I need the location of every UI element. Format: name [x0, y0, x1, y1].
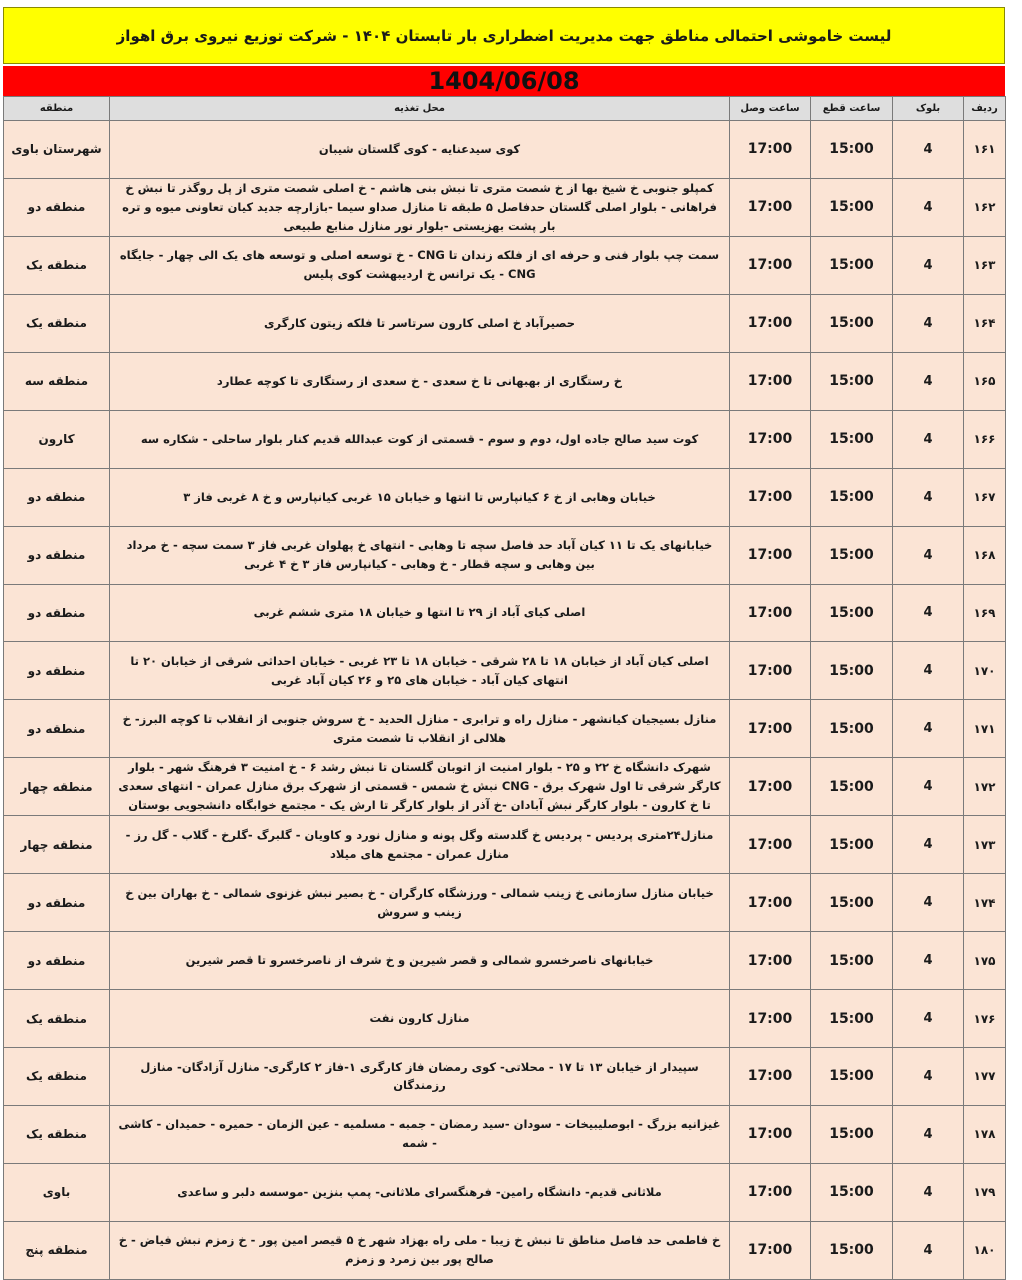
table-row	[4, 236, 1006, 294]
table-header-row	[4, 97, 1006, 121]
table-row	[4, 932, 1006, 990]
block-cell: 4	[893, 121, 964, 179]
table-row	[4, 990, 1006, 1048]
region-cell: منطقه سه	[4, 352, 110, 410]
reconnect-time-cell: 17:00	[730, 352, 811, 410]
row-number-cell: ۱۶۷	[964, 468, 1006, 526]
region-cell: منطقه چهار	[4, 816, 110, 874]
schedule-date: 1404/06/08	[3, 66, 1005, 96]
table-row	[4, 121, 1006, 179]
table-body	[4, 121, 1006, 1280]
cutoff-time-cell: 15:00	[811, 932, 893, 990]
reconnect-time-cell: 17:00	[730, 121, 811, 179]
feeder-location-cell: خیابانهای یک تا ۱۱ کیان آباد حد فاصل سچه تا وهابی - انتهای خ پهلوان غربی فاز ۳ سمت سچه - خ مرداد بین وهابی و سچه قطار - خ وهابی - کیانپارس فاز ۳ خ ۴ غربی	[110, 526, 730, 584]
block-cell: 4	[893, 584, 964, 642]
reconnect-time-cell: 17:00	[730, 294, 811, 352]
cutoff-time-cell: 15:00	[811, 410, 893, 468]
block-cell: 4	[893, 816, 964, 874]
outage-table	[3, 96, 1006, 1280]
table-row	[4, 816, 1006, 874]
block-cell: 4	[893, 642, 964, 700]
cutoff-time-cell: 15:00	[811, 758, 893, 816]
reconnect-time-cell: 17:00	[730, 236, 811, 294]
region-cell: منطقه دو	[4, 584, 110, 642]
table-row	[4, 642, 1006, 700]
feeder-location-cell: منازل۲۴متری پردیس - پردیس خ گلدسته وگل پونه و منازل نورد و کاویان - گلبرگ -گلرخ - گلاب - گل رز - منازل عمران - مجتمع های میلاد	[110, 816, 730, 874]
cutoff-time-cell: 15:00	[811, 468, 893, 526]
reconnect-time-cell: 17:00	[730, 874, 811, 932]
feeder-location-cell: شهرک دانشگاه خ ۲۲ و ۲۵ - بلوار امنیت از اتوبان گلستان تا نبش رشد ۶ - خ امنیت ۳ فرهنگ شهر - بلوار کارگر شرقی تا اول شهرک برق - CNG نبش خ شمس - قسمتی از شهرک برق منازل عمران - انتهای سعدی تا خ کارون - بلوار کارگر نبش آبادان -خ آذر از بلوار کارگر تا ارش یک - مجتمع خوابگاه دانشجویی بوستان	[110, 758, 730, 816]
region-cell: منطقه یک	[4, 1048, 110, 1106]
cutoff-time-cell: 15:00	[811, 816, 893, 874]
table-row	[4, 526, 1006, 584]
row-number-cell: ۱۷۹	[964, 1163, 1006, 1221]
cutoff-time-cell: 15:00	[811, 1048, 893, 1106]
region-cell: منطقه یک	[4, 236, 110, 294]
feeder-location-cell: منازل بسیجیان کیانشهر - منازل راه و ترابری - منازل الحدید - خ سروش جنوبی از انقلاب تا کوچه البرز- خ هلالی از انقلاب تا شصت متری	[110, 700, 730, 758]
block-cell: 4	[893, 700, 964, 758]
reconnect-time-cell: 17:00	[730, 410, 811, 468]
region-cell: منطقه دو	[4, 932, 110, 990]
block-cell: 4	[893, 294, 964, 352]
table-row	[4, 1048, 1006, 1106]
table-row	[4, 410, 1006, 468]
block-cell: 4	[893, 468, 964, 526]
reconnect-time-cell: 17:00	[730, 526, 811, 584]
feeder-location-cell: کوت سید صالح جاده اول، دوم و سوم - قسمتی از کوت عبدالله قدیم کنار بلوار ساحلی - شکاره سه	[110, 410, 730, 468]
cutoff-time-cell: 15:00	[811, 874, 893, 932]
row-number-cell: ۱۶۱	[964, 121, 1006, 179]
block-cell: 4	[893, 236, 964, 294]
row-number-cell: ۱۸۰	[964, 1221, 1006, 1279]
cutoff-time-cell: 15:00	[811, 294, 893, 352]
region-cell: منطقه دو	[4, 642, 110, 700]
cutoff-time-cell: 15:00	[811, 121, 893, 179]
reconnect-time-cell: 17:00	[730, 1163, 811, 1221]
row-number-cell: ۱۷۱	[964, 700, 1006, 758]
reconnect-time-cell: 17:00	[730, 700, 811, 758]
region-cell: کارون	[4, 410, 110, 468]
block-cell: 4	[893, 932, 964, 990]
reconnect-time-cell: 17:00	[730, 1221, 811, 1279]
region-cell: منطقه دو	[4, 468, 110, 526]
feeder-location-cell: کوی سیدعنایه - کوی گلستان شیبان	[110, 121, 730, 179]
region-cell: منطقه یک	[4, 990, 110, 1048]
region-cell: منطقه پنج	[4, 1221, 110, 1279]
table-row	[4, 1221, 1006, 1279]
table-row	[4, 178, 1006, 236]
table-row	[4, 352, 1006, 410]
cutoff-time-cell: 15:00	[811, 990, 893, 1048]
reconnect-time-cell: 17:00	[730, 468, 811, 526]
table-row	[4, 584, 1006, 642]
row-number-cell: ۱۶۶	[964, 410, 1006, 468]
row-number-cell: ۱۷۲	[964, 758, 1006, 816]
cutoff-time-cell: 15:00	[811, 352, 893, 410]
feeder-location-cell: اصلی کیای آباد از ۲۹ تا انتها و خیابان ۱۸ متری ششم غربی	[110, 584, 730, 642]
row-number-cell: ۱۷۶	[964, 990, 1006, 1048]
region-cell: منطقه دو	[4, 700, 110, 758]
feeder-location-cell: خیابانهای ناصرخسرو شمالی و قصر شیرین و خ شرف از ناصرخسرو تا قصر شیرین	[110, 932, 730, 990]
feeder-location-cell: کمپلو جنوبی خ شیخ بها از خ شصت متری تا نبش بنی هاشم - خ اصلی شصت متری از پل روگذر تا نبش خ فراهانی - بلوار اصلی گلستان حدفاصل ۵ طبقه تا منازل صداو سیما -بازارچه جدید کیان تعاونی میوه و تره بار پشت بهزیستی -بلوار نور منازل منابع طبیعی	[110, 178, 730, 236]
region-cell: منطقه دو	[4, 874, 110, 932]
table-row	[4, 874, 1006, 932]
region-cell: منطقه چهار	[4, 758, 110, 816]
row-number-cell: ۱۶۲	[964, 178, 1006, 236]
reconnect-time-cell: 17:00	[730, 584, 811, 642]
column-header-feeder: محل تغذیه	[110, 97, 730, 121]
cutoff-time-cell: 15:00	[811, 1163, 893, 1221]
reconnect-time-cell: 17:00	[730, 758, 811, 816]
block-cell: 4	[893, 178, 964, 236]
reconnect-time-cell: 17:00	[730, 178, 811, 236]
feeder-location-cell: اصلی کیان آباد از خیابان ۱۸ تا ۲۸ شرقی - خیابان ۱۸ تا ۲۳ غربی - خیابان احداثی شرقی از خیابان ۲۰ تا انتهای کیان آباد - خیابان های ۲۵ و ۲۶ کیان آباد غربی	[110, 642, 730, 700]
region-cell: شهرستان باوی	[4, 121, 110, 179]
reconnect-time-cell: 17:00	[730, 1048, 811, 1106]
column-header-cutoff-time: ساعت قطع	[811, 97, 893, 121]
row-number-cell: ۱۷۴	[964, 874, 1006, 932]
feeder-location-cell: ملاثانی قدیم- دانشگاه رامین- فرهنگسرای ملاثانی- پمپ بنزین -موسسه دلبر و ساعدی	[110, 1163, 730, 1221]
block-cell: 4	[893, 990, 964, 1048]
block-cell: 4	[893, 352, 964, 410]
region-cell: منطقه یک	[4, 1105, 110, 1163]
cutoff-time-cell: 15:00	[811, 526, 893, 584]
column-header-row-number: ردیف	[964, 97, 1006, 121]
region-cell: باوی	[4, 1163, 110, 1221]
row-number-cell: ۱۷۵	[964, 932, 1006, 990]
row-number-cell: ۱۶۸	[964, 526, 1006, 584]
column-header-region: منطقه	[4, 97, 110, 121]
row-number-cell: ۱۶۹	[964, 584, 1006, 642]
cutoff-time-cell: 15:00	[811, 584, 893, 642]
reconnect-time-cell: 17:00	[730, 990, 811, 1048]
feeder-location-cell: خیابان وهابی از خ ۶ کیانپارس تا انتها و خیابان ۱۵ غربی کیانپارس و خ ۸ غربی فاز ۳	[110, 468, 730, 526]
block-cell: 4	[893, 1048, 964, 1106]
cutoff-time-cell: 15:00	[811, 178, 893, 236]
column-header-reconnect-time: ساعت وصل	[730, 97, 811, 121]
feeder-location-cell: خیابان منازل سازمانی خ زینب شمالی - ورزشگاه کارگران - خ بصیر نبش غزنوی شمالی - خ بهاران بین خ زینب و سروش	[110, 874, 730, 932]
row-number-cell: ۱۷۰	[964, 642, 1006, 700]
row-number-cell: ۱۶۵	[964, 352, 1006, 410]
table-row	[4, 294, 1006, 352]
feeder-location-cell: خ رستگاری از بهبهانی تا خ سعدی - خ سعدی از رستگاری تا کوچه عطارد	[110, 352, 730, 410]
row-number-cell: ۱۷۳	[964, 816, 1006, 874]
cutoff-time-cell: 15:00	[811, 1105, 893, 1163]
table-row	[4, 700, 1006, 758]
reconnect-time-cell: 17:00	[730, 1105, 811, 1163]
feeder-location-cell: منازل کارون نفت	[110, 990, 730, 1048]
reconnect-time-cell: 17:00	[730, 642, 811, 700]
table-row	[4, 468, 1006, 526]
reconnect-time-cell: 17:00	[730, 932, 811, 990]
table-row	[4, 1163, 1006, 1221]
region-cell: منطقه دو	[4, 526, 110, 584]
block-cell: 4	[893, 410, 964, 468]
block-cell: 4	[893, 1105, 964, 1163]
feeder-location-cell: سپیدار از خیابان ۱۳ تا ۱۷ - محلاتی- کوی رمضان فاز کارگری ۱-فاز ۲ کارگری- منازل آزادگان- منازل رزمندگان	[110, 1048, 730, 1106]
feeder-location-cell: حصیرآباد خ اصلی کارون سرتاسر تا فلکه زیتون کارگری	[110, 294, 730, 352]
cutoff-time-cell: 15:00	[811, 700, 893, 758]
block-cell: 4	[893, 526, 964, 584]
column-header-block: بلوک	[893, 97, 964, 121]
region-cell: منطقه دو	[4, 178, 110, 236]
feeder-location-cell: غیزانیه بزرگ - ابوصلیبیخات - سودان -سید رمضان - جمبه - مسلمیه - عین الزمان - حمیره - حمیدان - کاشی - شمه	[110, 1105, 730, 1163]
page-title: لیست خاموشی احتمالی مناطق جهت مدیریت اضطراری بار تابستان ۱۴۰۴ - شرکت توزیع نیروی برق اهواز	[3, 7, 1005, 64]
cutoff-time-cell: 15:00	[811, 642, 893, 700]
block-cell: 4	[893, 874, 964, 932]
block-cell: 4	[893, 1163, 964, 1221]
region-cell: منطقه یک	[4, 294, 110, 352]
row-number-cell: ۱۶۳	[964, 236, 1006, 294]
block-cell: 4	[893, 1221, 964, 1279]
row-number-cell: ۱۷۷	[964, 1048, 1006, 1106]
table-row	[4, 1105, 1006, 1163]
cutoff-time-cell: 15:00	[811, 1221, 893, 1279]
cutoff-time-cell: 15:00	[811, 236, 893, 294]
reconnect-time-cell: 17:00	[730, 816, 811, 874]
feeder-location-cell: سمت چپ بلوار فنی و حرفه ای از فلکه زندان تا CNG - خ توسعه اصلی و توسعه های یک الی چهار - جایگاه CNG - یک ترانس خ اردیبهشت کوی پلیس	[110, 236, 730, 294]
row-number-cell: ۱۶۴	[964, 294, 1006, 352]
block-cell: 4	[893, 758, 964, 816]
row-number-cell: ۱۷۸	[964, 1105, 1006, 1163]
feeder-location-cell: خ فاطمی حد فاصل مناطق تا نبش خ زیبا - ملی راه بهزاد شهر خ ۵ قیصر امین پور - خ زمزم نبش فیاض - خ صالح پور بین زمرد و زمزم	[110, 1221, 730, 1279]
table-row	[4, 758, 1006, 816]
